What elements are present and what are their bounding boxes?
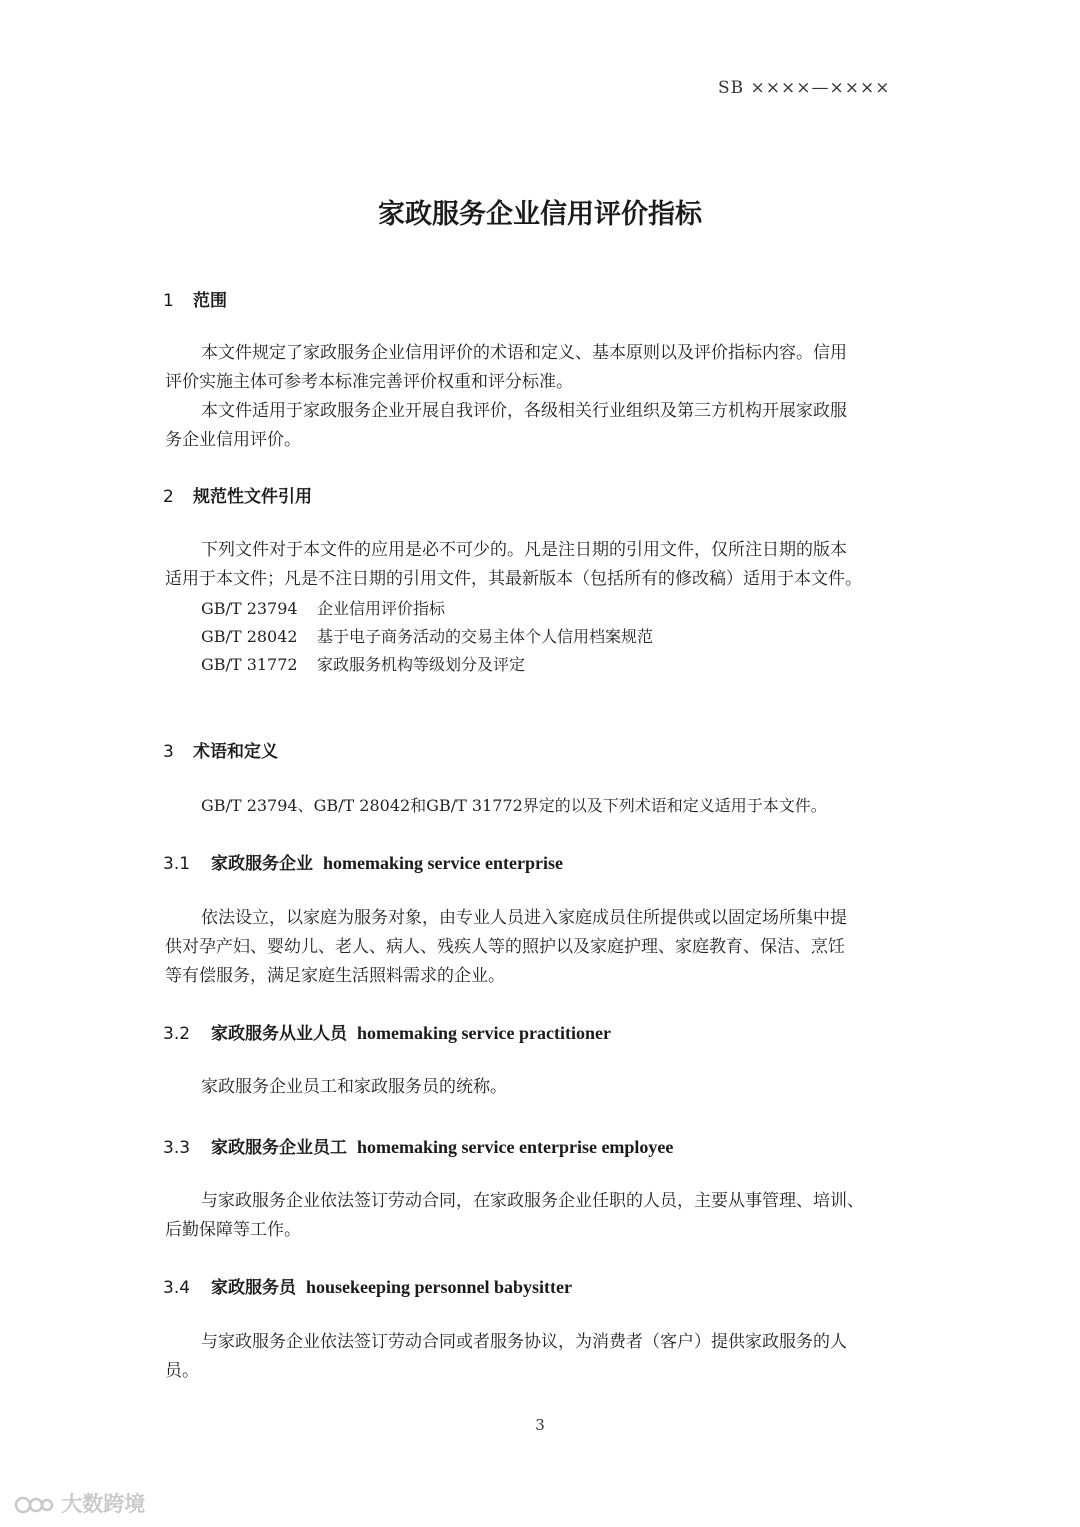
reference-name: 基于电子商务活动的交易主体个人信用档案规范 <box>317 627 654 646</box>
term-zh: 家政服务企业员工 <box>211 1138 347 1158</box>
term-definition-line: 等有偿服务，满足家庭生活照料需求的企业。 <box>165 966 505 986</box>
scope-p1-line2: 评价实施主体可参考本标准完善评价权重和评分标准。 <box>165 372 573 392</box>
reference-item <box>201 622 653 651</box>
reference-code: GB/T 31772 <box>201 655 298 674</box>
reference-name: 企业信用评价指标 <box>317 599 446 618</box>
terms-intro: GB/T 23794、GB/T 28042和GB/T 31772界定的以及下列术语和定义适用于本文件。 <box>201 796 827 815</box>
term-en: homemaking service practitioner <box>357 1023 611 1043</box>
section-number: 2 <box>163 487 174 507</box>
term-definition-line: 员。 <box>165 1361 199 1381</box>
reference-code: GB/T 28042 <box>201 627 298 646</box>
term-definition-line: 依法设立，以家庭为服务对象，由专业人员进入家庭成员住所提供或以固定场所集中提 <box>201 908 847 928</box>
term-definition-line: 家政服务企业员工和家政服务员的统称。 <box>201 1077 507 1097</box>
reference-code: GB/T 23794 <box>201 599 298 618</box>
term-definition-line: 与家政服务企业依法签订劳动合同或者服务协议，为消费者（客户）提供家政服务的人 <box>201 1332 847 1352</box>
section-heading-references <box>163 482 312 507</box>
section-heading-terms <box>163 737 278 762</box>
term-zh: 家政服务从业人员 <box>211 1024 347 1044</box>
term-zh: 家政服务企业 <box>211 854 313 874</box>
section-heading-scope <box>163 286 227 311</box>
term-en: homemaking service enterprise <box>323 853 563 873</box>
term-number: 3.4 <box>163 1278 191 1298</box>
term-en: homemaking service enterprise employee <box>357 1137 674 1157</box>
term-en: housekeeping personnel babysitter <box>306 1277 573 1297</box>
scope-p2-line1: 本文件适用于家政服务企业开展自我评价，各级相关行业组织及第三方机构开展家政服 <box>201 401 847 421</box>
term-heading <box>163 849 563 874</box>
reference-name: 家政服务机构等级划分及评定 <box>317 655 526 674</box>
watermark-text: 大数跨境 <box>61 1492 146 1516</box>
term-number: 3.1 <box>163 854 191 874</box>
document-title: 家政服务企业信用评价指标 <box>378 199 702 230</box>
reference-item <box>201 650 525 679</box>
term-definition-line: 供对孕产妇、婴幼儿、老人、病人、残疾人等的照护以及家庭护理、家庭教育、保洁、烹饪 <box>165 937 845 957</box>
scope-p2-line2: 务企业信用评价。 <box>165 430 301 450</box>
term-definition-line: 后勤保障等工作。 <box>165 1220 301 1240</box>
term-number: 3.2 <box>163 1024 191 1044</box>
page-number: 3 <box>535 1416 545 1434</box>
references-p1-line1: 下列文件对于本文件的应用是必不可少的。凡是注日期的引用文件，仅所注日期的版本 <box>201 540 847 560</box>
logo-icon <box>14 1493 54 1517</box>
section-title: 术语和定义 <box>193 742 278 762</box>
watermark <box>14 1488 145 1518</box>
section-title: 范围 <box>193 291 227 311</box>
reference-item <box>201 594 445 623</box>
standard-code: SB ××××—×××× <box>718 78 891 98</box>
term-heading <box>163 1019 611 1044</box>
term-heading <box>163 1133 673 1158</box>
references-p1-line2: 适用于本文件；凡是不注日期的引用文件，其最新版本（包括所有的修改稿）适用于本文件。 <box>165 569 862 589</box>
term-heading <box>163 1273 572 1298</box>
section-number: 1 <box>163 291 174 311</box>
section-title: 规范性文件引用 <box>193 487 312 507</box>
term-zh: 家政服务员 <box>211 1278 296 1298</box>
section-number: 3 <box>163 742 174 762</box>
scope-p1-line1: 本文件规定了家政服务企业信用评价的术语和定义、基本原则以及评价指标内容。信用 <box>201 343 847 363</box>
term-definition-line: 与家政服务企业依法签订劳动合同，在家政服务企业任职的人员，主要从事管理、培训、 <box>201 1191 864 1211</box>
term-number: 3.3 <box>163 1138 191 1158</box>
